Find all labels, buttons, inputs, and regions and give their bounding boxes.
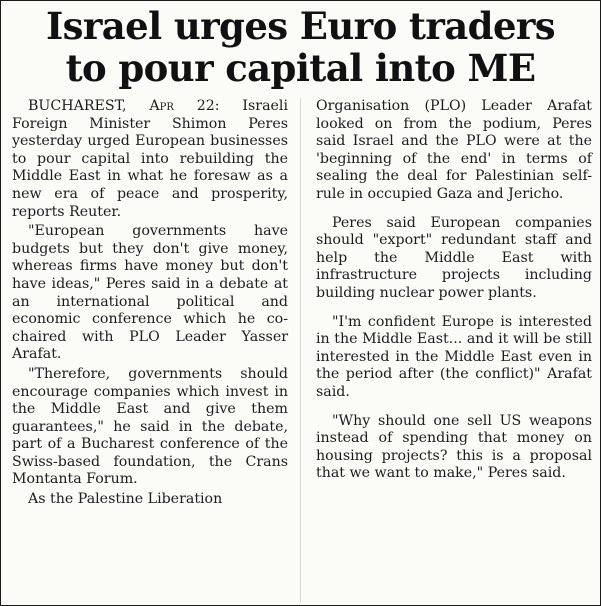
paragraph: "I'm confident Europe is interested in the Middle East... and it will be still interested in the Middle East even in the period after (the conflict)" Arafat said. — [316, 313, 592, 400]
headline-line-2: to pour capital into ME — [65, 46, 536, 90]
headline — [1, 1, 600, 89]
paragraph: As the Palestine Liberation — [28, 491, 223, 508]
headline-line-1: Israel urges Euro traders — [45, 4, 556, 48]
right-column — [316, 98, 592, 602]
dateline: BUCHAREST, Apr 22: — [28, 98, 220, 114]
lead-text: Israeli Foreign Minister Shimon Peres yesterday urged European businesses to pour capital into rebuilding the Middle East in what he foresaw as a new era of peace and prosperity, reports Reuter. — [12, 98, 289, 220]
paragraph: "Therefore, governments should encourage companies which invest in the Middle East and give them guarantees," he said in the debate, part of a Bucharest conference of the Swiss-based foundation, the Crans Montanta Forum. — [12, 365, 288, 488]
paragraph-continued: Organisation (PLO) Leader Arafat looked on from the podium, Peres said Israel and the PLO were at the 'beginning of the end' in terms of sealing the deal for Palestinian self-rule in occupied Gaza and Jericho. — [316, 98, 592, 202]
paragraph: "Why should one sell US weapons instead of spending that money on housing projects? this is a proposal that we want to make," Peres said. — [316, 412, 592, 482]
left-column — [12, 98, 288, 602]
article-body — [12, 98, 592, 602]
paragraph-lead — [12, 98, 288, 221]
paragraph: Peres said European companies should "export" redundant staff and help the Middle East with infrastructure projects including building nuclear power plants. — [316, 214, 592, 301]
paragraph: "European governments have budgets but they don't give money, whereas firms have money but don't have ideas," Peres said in a debate at an international political and economic conference which he co-chaired with PLO Leader Yasser Arafat. — [12, 223, 288, 363]
